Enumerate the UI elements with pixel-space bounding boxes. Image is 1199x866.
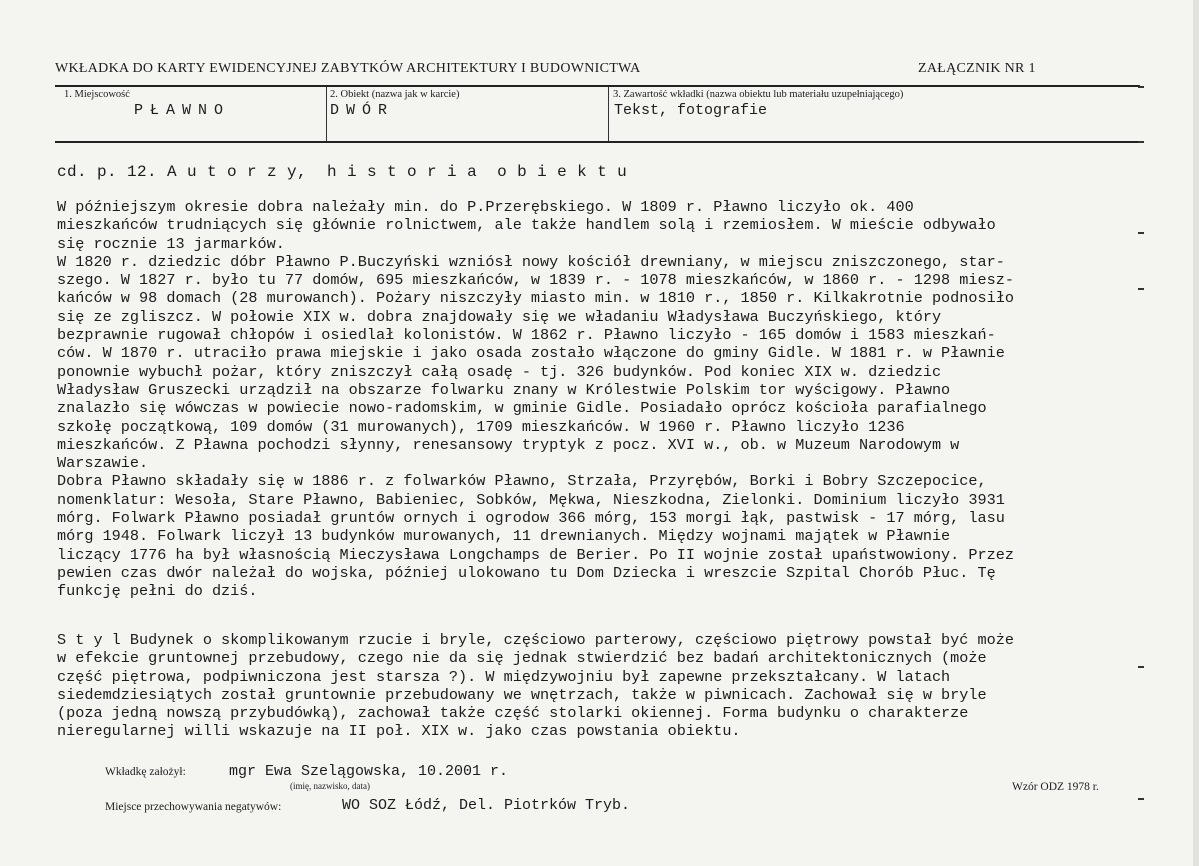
text-line: siedemdziesiątych został gruntownie przebudowany we wnętrzach, także w piwnicach. Zachował się w bryle (57, 685, 987, 704)
created-by-value: mgr Ewa Szelągowska, 10.2001 r. (229, 763, 509, 780)
margin-tick (1138, 666, 1144, 668)
locality-value: PŁAWNO (134, 102, 231, 119)
text-line: ców. W 1870 r. utraciło prawa miejskie i jako osada zostało włączone do gminy Gidle. W 1881 r. w Pławnie (57, 344, 1005, 363)
locality-label: 1. Miejscowość (64, 89, 130, 100)
style-text (57, 631, 1147, 741)
document-title: WKŁADKA DO KARTY EWIDENCYJNEJ ZABYTKÓW ARCHITEKTURY I BUDOWNICTWA (55, 61, 641, 76)
object-value: DWÓR (330, 102, 395, 119)
text-line: (poza jedną nowszą przybudówką), zachował także część stolarki okiennej. Forma budynku o charakterze (57, 704, 969, 723)
text-line: W późniejszym okresie dobra należały min. do P.Przerębskiego. W 1809 r. Pławno liczyło ok. 400 (57, 198, 914, 216)
text-line: Warszawie. (57, 454, 149, 473)
text-line: W 1820 r. dziedzic dóbr Pławno P.Buczyński wzniósł nowy kościół drewniany, w miejscu zniszczonego, star- (57, 252, 1005, 271)
negatives-location-label: Miejsce przechowywania negatywów: (105, 801, 282, 813)
text-line: szego. W 1827 r. było tu 77 domów, 695 mieszkańców, w 1839 r. - 1078 mieszkańców, w 1860 r. - 1298 miesz- (57, 271, 1014, 290)
field-divider (326, 87, 327, 141)
text-line: pewien czas dwór należał do wojska, później ulokowano tu Dom Dziecka i wreszcie Szpital Chorób Płuc. Tę (57, 563, 996, 582)
negatives-location-value: WO SOZ Łódź, Del. Piotrków Tryb. (342, 797, 631, 814)
content-label: 3. Zawartość wkładki (nazwa obiektu lub materiału uzupełniającego) (613, 89, 904, 100)
text-line: szkołę początkową, 109 domów (31 murowanych), 1709 mieszkańców. W 1960 r. Pławno liczyło 1236 (57, 417, 905, 436)
field-divider (608, 87, 609, 141)
text-line: Dobra Pławno składały się w 1886 r. z folwarków Pławno, Strzała, Przyrębów, Borki i Bobry Szczepocice, (57, 472, 987, 491)
form-pattern: Wzór ODZ 1978 r. (1012, 781, 1099, 793)
text-line: się rocznie 13 jarmarków. (57, 234, 285, 253)
text-line: znalazło się wówczas w powiecie nowo-radomskim, w gminie Gidle. Posiadało oprócz kościoła parafialnego (57, 399, 987, 418)
margin-tick (1138, 232, 1144, 234)
text-line: funkcję pełni do dziś. (57, 582, 258, 601)
object-label: 2. Obiekt (nazwa jak w karcie) (330, 89, 460, 100)
scan-edge (1193, 0, 1199, 866)
text-line: bezprawnie rugował chłopów i osiedlał kolonistów. W 1862 r. Pławno liczyło - 165 domów i 1583 mieszkań- (57, 326, 996, 345)
created-by-hint: (imię, nazwisko, data) (290, 781, 370, 791)
text-line: część piętrowa, podpiwniczona jest starsza ?). W międzywojniu był zapewne przekształcany. W latach (57, 667, 951, 686)
section-heading: cd. p. 12. A u t o r z y, h i s t o r i a o b i e k t u (57, 163, 628, 181)
text-line: mieszkańców trudniących się głównie rolnictwem, ale także handlem solą i rzemiosłem. W mieście odbywało (57, 216, 996, 235)
text-line: nieregularnej willi wskazuje na II poł. XIX w. jako czas powstania obiektu. (57, 722, 741, 741)
header-bottom-rule (55, 141, 1140, 143)
margin-tick (1138, 141, 1144, 143)
text-line: mórg 1948. Folwark liczył 13 budynków murowanych, 11 drewnianych. Między wojnami majątek w Pławnie (57, 527, 951, 546)
text-line: S t y l Budynek o skomplikowanym rzucie i bryle, częściowo parterowy, częściowo piętrowy powstał być może (57, 631, 1014, 649)
margin-tick (1138, 86, 1144, 88)
text-line: Władysław Gruszecki urządził na obszarze folwarku znany w Królestwie Polskim tor wyścigowy. Pławno (57, 380, 951, 399)
margin-tick (1138, 798, 1144, 800)
margin-tick (1138, 288, 1144, 290)
text-line: w efekcie gruntownej przebudowy, czego nie da się jednak stwierdzić bez badań architektonicznych (może (57, 649, 987, 668)
header-top-rule (55, 85, 1140, 87)
history-text (57, 198, 1147, 601)
text-line: się ze zgliszcz. W połowie XIX w. dobra znajdowały się we władaniu Władysława Buczyńskiego, który (57, 307, 942, 326)
annex-number: ZAŁĄCZNIK NR 1 (918, 61, 1036, 76)
created-by-label: Wkładkę założył: (105, 766, 186, 778)
text-line: mórg. Folwark Pławno posiadał gruntów ornych i ogrodow 366 mórg, 153 morgi łąk, pastwisk - 17 mórg, lasu (57, 509, 1005, 528)
text-line: ponownie wybuchł pożar, który zniszczył całą osadę - tj. 326 budynków. Pod koniec XIX w. dziedzic (57, 362, 942, 381)
text-line: nomenklatur: Wesoła, Stare Pławno, Babieniec, Sobków, Mękwa, Nieszkodna, Zielonki. Dominium liczyło 3931 (57, 490, 1005, 509)
content-value: Tekst, fotografie (614, 102, 768, 119)
text-line: mieszkańców. Z Pławna pochodzi słynny, renesansowy tryptyk z pocz. XVI w., ob. w Muzeum Narodowym w (57, 435, 960, 454)
text-line: kańców w 98 domach (28 murowanch). Pożary niszczyły miasto min. w 1810 r., 1850 r. Kilkakrotnie podnosiło (57, 289, 1014, 308)
text-line: liczący 1776 ha był własnością Mieczysława Longchamps de Berier. Po II wojnie został upaństwowiony. Przez (57, 545, 1014, 564)
